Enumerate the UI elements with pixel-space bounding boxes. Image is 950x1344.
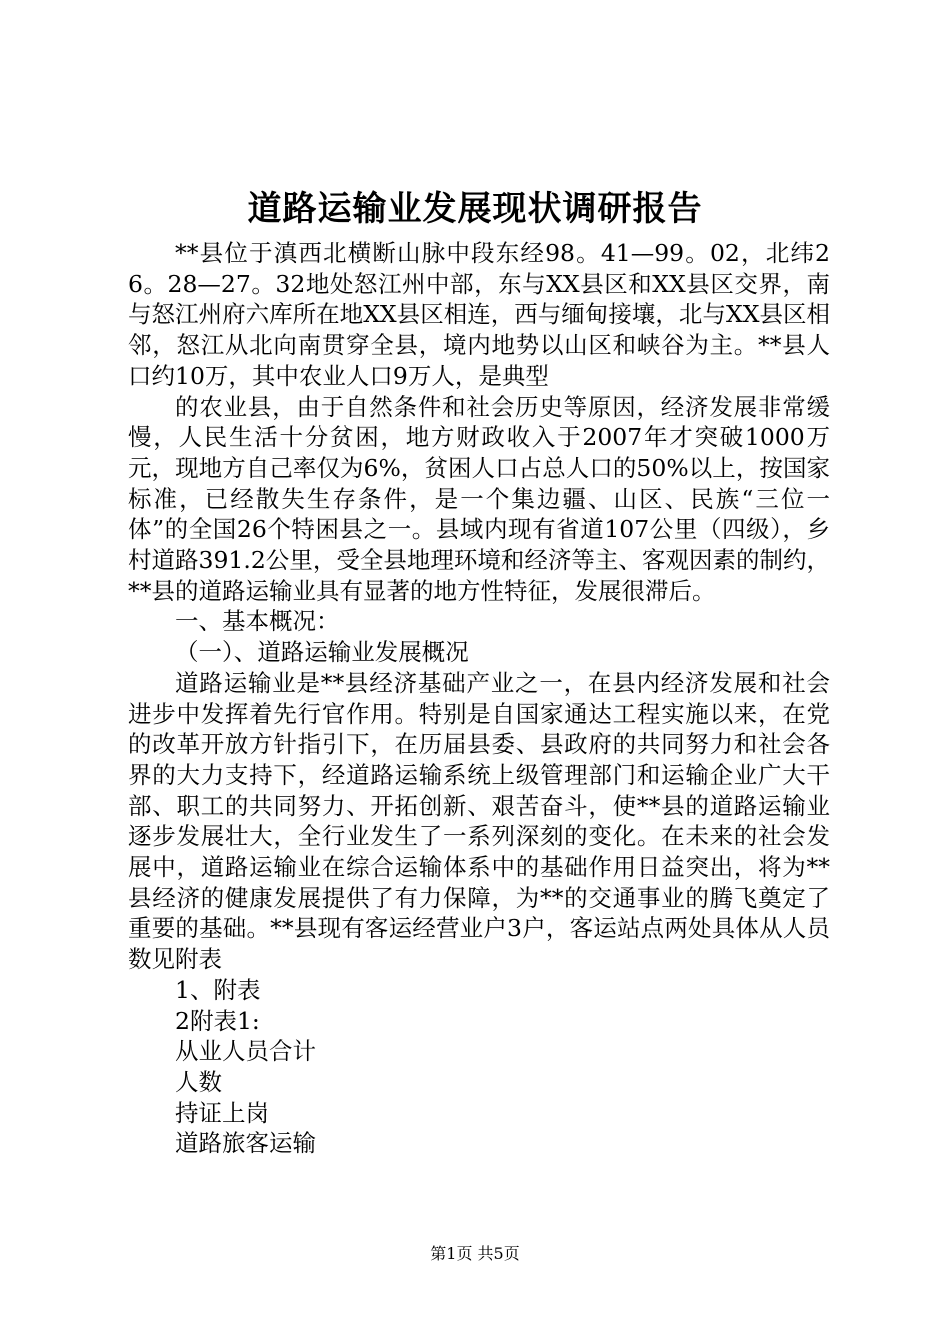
list-item: 2附表1:	[175, 1006, 260, 1035]
list-item: 从业人员合计	[175, 1037, 316, 1066]
list-item: 1、附表	[175, 975, 261, 1004]
paragraph-overview: 道路运输业是**县经济基础产业之一，在县内经济发展和社会进步中发挥着先行官作用。特别是自国家通达工程实施以来，在党的改革开放方针指引下，在历届县委、县政府的共同努力和社会各界的大力支持下，经道路运输系统上级管理部门和运输企业广大干部、职工的共同努力、开拓创新、艰苦奋斗，使**县的道路运输业逐步发展壮大，全行业发生了一系列深刻的变化。在未来的社会发展中，道路运输业在综合运输体系中的基础作用日益突出，将为**县经济的健康发展提供了有力保障，为**的交通事业的腾飞奠定了重要的基础。**县现有客运经营业户3户，客运站点两处具体从人员数见附表	[128, 668, 830, 974]
page-indicator: 第1页 共5页	[430, 1244, 520, 1263]
paragraph-location: **县位于滇西北横断山脉中段东经98。41—99。02，北纬26。28—27。32地处怒江州中部，东与XX县区和XX县区交界，南与怒江州府六库所在地XX县区相连，西与缅甸接壤，北与XX县区相邻，怒江从北向南贯穿全县，境内地势以山区和峡谷为主。**县人口约10万，其中农业人口9万人，是典型	[128, 239, 830, 390]
list-item: 道路旅客运输	[175, 1129, 316, 1158]
list-item: 人数	[175, 1067, 222, 1096]
document-title: 道路运输业发展现状调研报告	[247, 189, 703, 229]
section-heading: 一、基本概况：	[175, 607, 340, 636]
list-item: 持证上岗	[175, 1098, 269, 1127]
paragraph-economy: 的农业县，由于自然条件和社会历史等原因，经济发展非常缓慢，人民生活十分贫困，地方财政收入于2007年才突破1000万元，现地方自己率仅为6%，贫困人口占总人口的50%以上，按国家标准，已经散失生存条件，是一个集边疆、山区、民族“三位一体”的全国26个特困县之一。县域内现有省道107公里（四级），乡村道路391.2公里，受全县地理环境和经济等主、客观因素的制约，**县的道路运输业具有显著的地方性特征，发展很滞后。	[128, 392, 830, 605]
subsection-heading: （一）、道路运输业发展概况	[175, 638, 469, 667]
document-body	[128, 238, 830, 1159]
